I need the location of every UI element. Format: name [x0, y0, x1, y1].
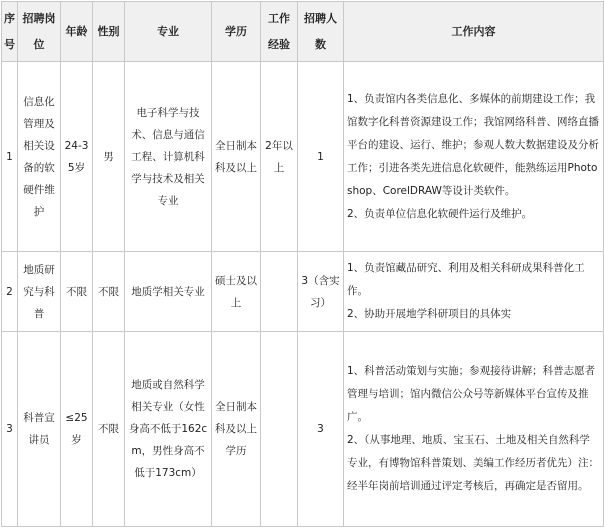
- content-paragraph: 1、负责馆藏品研究、利用及相关科研成果科普化工作。: [347, 262, 585, 297]
- cell-post: 科普宣讲员: [18, 332, 61, 527]
- cell-major: 地质或自然科学相关专业（女性身高不低于162cm，男性身高不低于173cm）: [125, 332, 212, 527]
- recruitment-table: [1, 1, 604, 527]
- header-content: 工作内容: [344, 2, 604, 62]
- cell-gender: 不限: [93, 252, 125, 332]
- cell-exp: [261, 252, 298, 332]
- cell-gender: 不限: [93, 332, 125, 527]
- content-paragraph: 2、协助开展地学科研项目的具体实: [347, 308, 512, 320]
- cell-exp: [261, 332, 298, 527]
- table-row: [2, 62, 604, 252]
- header-count: 招聘人数: [298, 2, 344, 62]
- cell-no: 3: [2, 332, 18, 527]
- cell-age: 24-35岁: [61, 62, 93, 252]
- content-paragraph: 1、科普活动策划与实施；参观接待讲解；科普志愿者管理与培训；馆内微信公众号等新媒体平台宣传及推广。: [347, 365, 596, 423]
- cell-no: 1: [2, 62, 18, 252]
- cell-no: 2: [2, 252, 18, 332]
- table-row: [2, 332, 604, 527]
- cell-content: [344, 332, 604, 527]
- cell-post: 信息化管理及相关设备的软硬件维护: [18, 62, 61, 252]
- cell-content: [344, 62, 604, 252]
- content-paragraph: 1、负责馆内各类信息化、多媒体的前期建设工作；我馆数字化科普资源建设工作；我馆网络科普、网络直播平台的建设、运行、维护；参观人数大数据建设及分析工作；引进各类先进信息化软硬件，能熟练运用Photoshop、CorelDRAW等设计类软件。: [347, 92, 599, 197]
- cell-edu: 硕士及以上: [212, 252, 261, 332]
- cell-age: 不限: [61, 252, 93, 332]
- cell-count: 1: [298, 62, 344, 252]
- cell-gender: 男: [93, 62, 125, 252]
- header-age: 年龄: [61, 2, 93, 62]
- cell-count: 3（含实习）: [298, 252, 344, 332]
- content-paragraph: 2、（从事地理、地质、宝玉石、土地及相关自然科学专业，有博物馆科普策划、美编工作经历者优先）注：经半年岗前培训通过评定考核后，再确定是否留用。: [347, 434, 599, 492]
- header-edu: 学历: [212, 2, 261, 62]
- cell-post: 地质研究与科普: [18, 252, 61, 332]
- cell-major: 电子科学与技术、信息与通信工程、计算机科学与技术及相关专业: [125, 62, 212, 252]
- header-row: [2, 2, 604, 62]
- cell-age: ≤25岁: [61, 332, 93, 527]
- header-exp: 工作经验: [261, 2, 298, 62]
- table-row: [2, 252, 604, 332]
- cell-edu: 全日制本科及以上: [212, 62, 261, 252]
- cell-exp: 2年以上: [261, 62, 298, 252]
- cell-major: 地质学相关专业: [125, 252, 212, 332]
- content-paragraph: 2、负责单位信息化软硬件运行及维护。: [347, 207, 533, 220]
- cell-count: 3: [298, 332, 344, 527]
- header-gender: 性别: [93, 2, 125, 62]
- cell-content: [344, 252, 604, 332]
- cell-edu: 全日制本科及以上学历: [212, 332, 261, 527]
- header-post: 招聘岗位: [18, 2, 61, 62]
- header-no: 序号: [2, 2, 18, 62]
- header-major: 专业: [125, 2, 212, 62]
